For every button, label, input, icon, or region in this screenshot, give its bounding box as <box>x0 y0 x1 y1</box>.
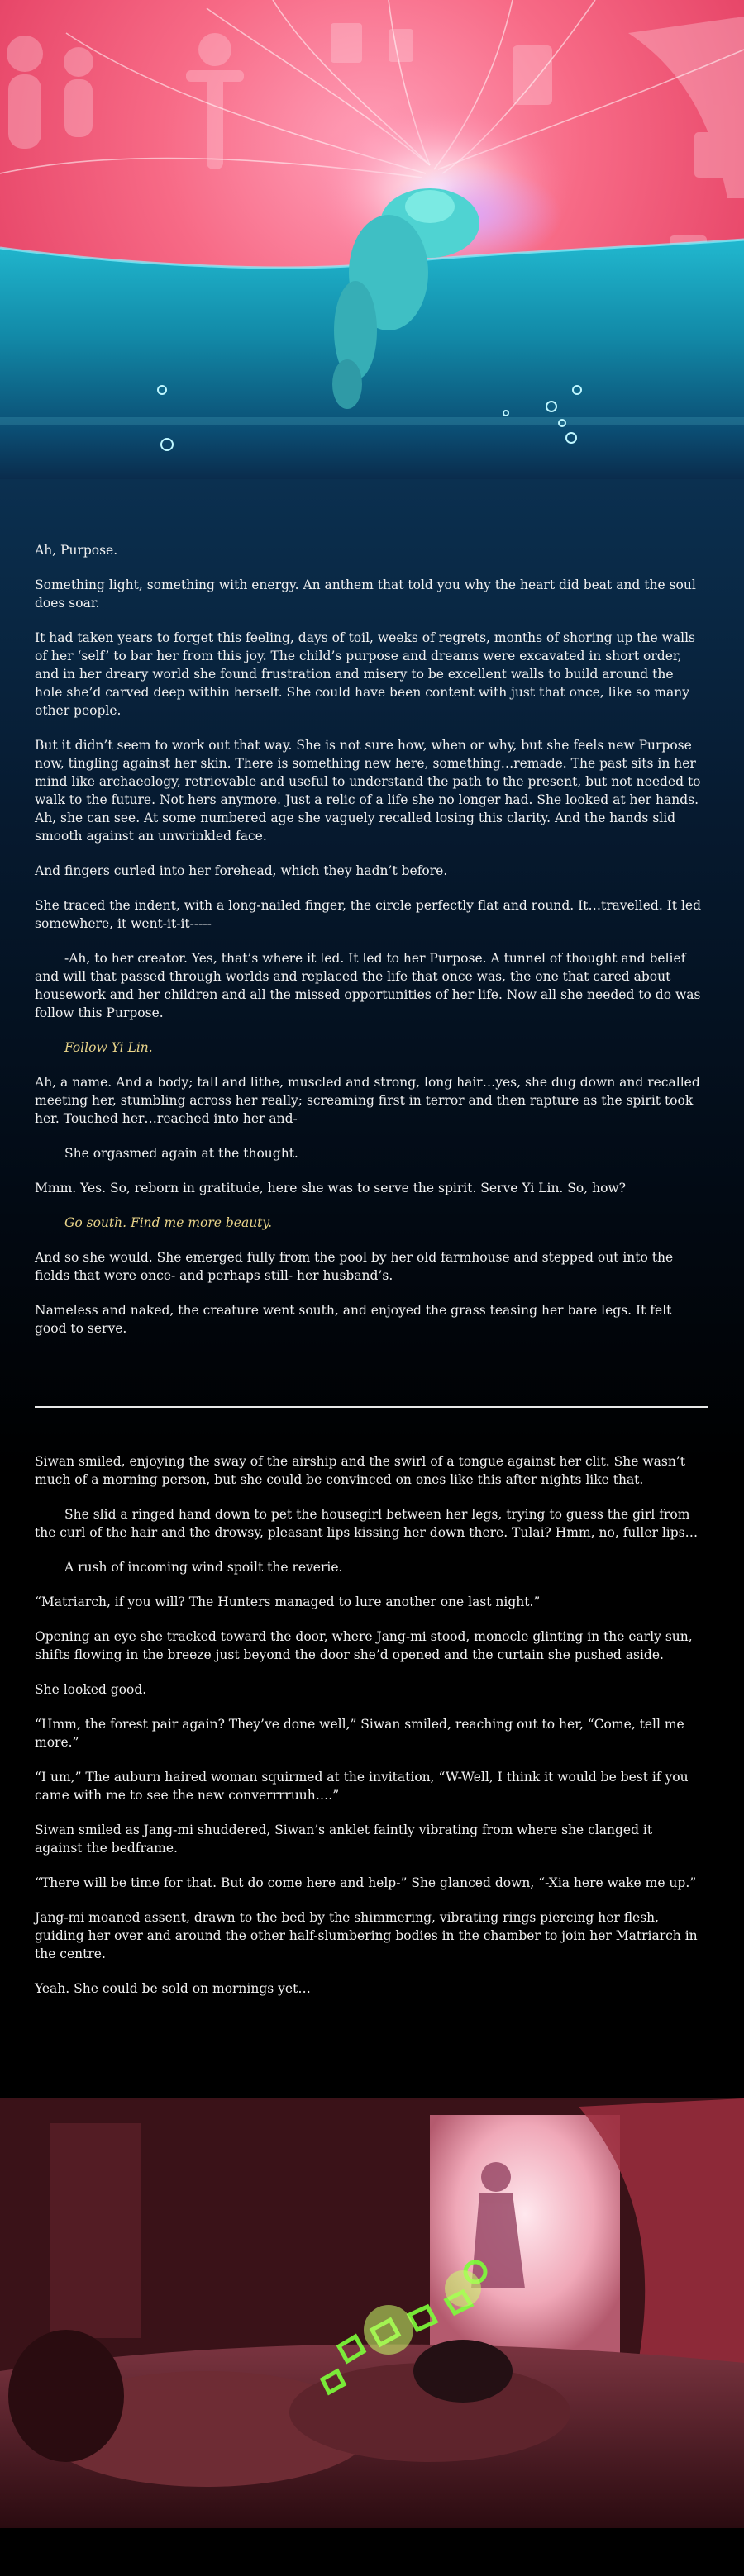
paragraph: Nameless and naked, the creature went south, and enjoyed the grass teasing her bare legs. It felt good to serve. <box>35 1303 672 1336</box>
story-part-one <box>35 541 703 1354</box>
paragraph: “Hmm, the forest pair again? They’ve done well,” Siwan smiled, reaching out to her, “Come, tell me more.” <box>35 1717 684 1750</box>
paragraph: Ah, a name. And a body; tall and lithe, muscled and strong, long hair…yes, she dug down and recalled meeting her, stumbling across her really; screaming first in terror and then rapture as the spirit took her. Touched her…reached into her and- <box>35 1075 700 1126</box>
paragraph: Opening an eye she tracked toward the door, where Jang-mi stood, monocle glinting in the early sun, shifts flowing in the breeze just beyond the door she’d opened and the curtain she pushed aside. <box>35 1629 693 1662</box>
deity-voice: Follow Yi Lin. <box>64 1040 153 1055</box>
paragraph: Yeah. She could be sold on mornings yet… <box>35 1981 311 1996</box>
paragraph: A rush of incoming wind spoilt the reverie. <box>64 1560 343 1575</box>
paragraph: Siwan smiled, enjoying the sway of the airship and the swirl of a tongue against her clit. She wasn’t much of a morning person, but she could be convinced on ones like this after nights like that. <box>35 1454 685 1487</box>
section-divider <box>35 1406 708 1408</box>
paragraph: She slid a ringed hand down to pet the housegirl between her legs, trying to guess the girl from the curl of the hair and the drowsy, pleasant lips kissing her down there. Tulai? Hmm, no, fuller lips… <box>35 1507 699 1540</box>
paragraph: It had taken years to forget this feeling, days of toil, weeks of regrets, months of shoring up the walls of her ‘self’ to bar her from this joy. The child’s purpose and dreams were excavated in short order, and in her dreary world she found frustration and misery to be excellent walls to build around the hole she’d carved deep within herself. She could have been content with just that once, like so many other people. <box>35 630 695 718</box>
paragraph: She traced the indent, with a long-nailed finger, the circle perfectly flat and round. It…travelled. It led somewhere, it went-it-it----- <box>35 898 701 931</box>
paragraph: -Ah, to her creator. Yes, that’s where it led. It led to her Purpose. A tunnel of thought and belief and will that passed through worlds and replaced the life that once was, the one that cared about housework and her children and all the missed opportunities of her life. Now all she needed to do was follow this Purpose. <box>35 951 701 1020</box>
paragraph: And so she would. She emerged fully from the pool by her old farmhouse and stepped out into the fields that were once- and perhaps still- her husband’s. <box>35 1250 674 1283</box>
paragraph: She orgasmed again at the thought. <box>64 1146 298 1161</box>
paragraph: Mmm. Yes. So, reborn in gratitude, here she was to serve the spirit. Serve Yi Lin. So, how? <box>35 1181 626 1195</box>
paragraph: Ah, Purpose. <box>35 543 118 558</box>
paragraph: Something light, something with energy. An anthem that told you why the heart did beat and the soul does soar. <box>35 577 696 611</box>
top-illustration-art <box>0 0 744 479</box>
paragraph: “Matriarch, if you will? The Hunters managed to lure another one last night.” <box>35 1595 541 1609</box>
paragraph: But it didn’t seem to work out that way. She is not sure how, when or why, but she feels new Purpose now, tingling against her skin. There is something new here, something…remade. The past sits in her mind like archaeology, retrievable and useful to understand the path to the present, but not needed to walk to the future. Not hers anymore. Just a relic of a life she no longer had. She looked at her hands. Ah, she can see. At some numbered age she vaguely recalled losing this clarity. And the hands slid smooth against an unwrinkled face. <box>35 738 701 844</box>
bottom-illustration <box>0 2098 744 2528</box>
paragraph: “I um,” The auburn haired woman squirmed at the invitation, “W-Well, I think it would be best if you came with me to see the new converrrruuh….” <box>35 1770 689 1803</box>
paragraph: “There will be time for that. But do come here and help-” She glanced down, “-Xia here wake me up.” <box>35 1875 697 1890</box>
page-bottom-margin <box>0 2528 744 2576</box>
paragraph: Siwan smiled as Jang-mi shuddered, Siwan’s anklet faintly vibrating from where she clanged it against the bedframe. <box>35 1823 653 1856</box>
story-part-two <box>35 1452 703 2014</box>
window <box>430 2115 620 2363</box>
bottom-illustration-art <box>0 2098 744 2528</box>
top-illustration <box>0 0 744 479</box>
deity-voice: Go south. Find me more beauty. <box>64 1215 273 1230</box>
paragraph: She looked good. <box>35 1682 147 1697</box>
paragraph: And fingers curled into her forehead, which they hadn’t before. <box>35 863 448 878</box>
paragraph: Jang-mi moaned assent, drawn to the bed by the shimmering, vibrating rings piercing her flesh, guiding her over and around the other half-slumbering bodies in the chamber to join her Matriarch in the centre. <box>35 1910 698 1961</box>
